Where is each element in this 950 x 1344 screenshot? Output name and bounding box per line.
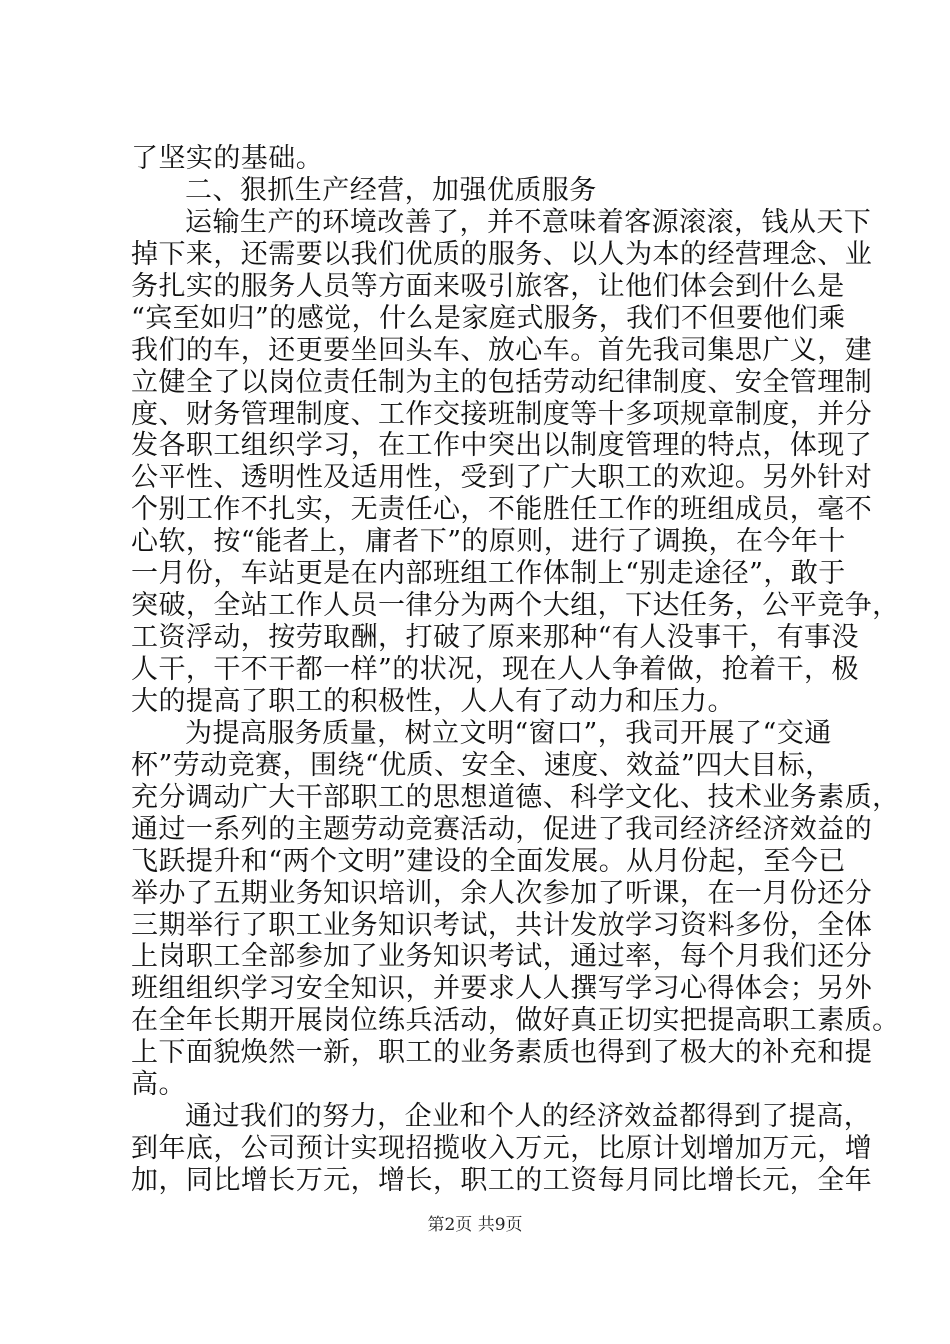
text-line: 飞跃提升和“两个文明”建设的全面发展。从月份起，至今已: [131, 846, 846, 877]
text-line: 通过一系列的主题劳动竞赛活动，促进了我司经济经济效益的: [131, 814, 873, 845]
text-line: 心软，按“能者上，庸者下”的原则，进行了调换，在今年十: [131, 526, 846, 557]
text-line: “宾至如归”的感觉，什么是家庭式服务，我们不但要他们乘: [131, 303, 846, 334]
text-line: 掉下来，还需要以我们优质的服务、以人为本的经营理念、业: [131, 239, 873, 270]
text-line: 上岗职工全部参加了业务知识考试，通过率，每个月我们还分: [131, 941, 873, 972]
text-line: 立健全了以岗位责任制为主的包括劳动纪律制度、安全管理制: [131, 367, 873, 398]
text-line: 个别工作不扎实，无责任心，不能胜任工作的班组成员，毫不: [131, 494, 873, 525]
text-line: 班组组织学习安全知识，并要求人人撰写学习心得体会；另外: [131, 973, 873, 1004]
text-line: 发各职工组织学习，在工作中突出以制度管理的特点，体现了: [131, 430, 873, 461]
text-line: 杯”劳动竞赛，围绕“优质、安全、速度、效益”四大目标，: [131, 750, 833, 781]
text-line: 工资浮动，按劳取酬，打破了原来那种“有人没事干，有事没: [131, 622, 859, 653]
text-line: 公平性、透明性及适用性，受到了广大职工的欢迎。另外针对: [131, 462, 873, 493]
text-line: 一月份，车站更是在内部班组工作体制上“别走途径”，敢于: [131, 558, 846, 589]
text-line: 高。: [131, 1069, 186, 1100]
text-line: 务扎实的服务人员等方面来吸引旅客，让他们体会到什么是: [131, 271, 845, 302]
text-line: 了坚实的基础。: [131, 143, 324, 174]
text-line: 我们的车，还更要坐回头车、放心车。首先我司集思广义，建: [131, 335, 873, 366]
text-line: 上下面貌焕然一新，职工的业务素质也得到了极大的补充和提: [131, 1037, 873, 1068]
text-line: 度、财务管理制度、工作交接班制度等十多项规章制度，并分: [131, 399, 873, 430]
text-line: 通过我们的努力，企业和个人的经济效益都得到了提高，: [185, 1101, 872, 1132]
text-line: 举办了五期业务知识培训，余人次参加了听课，在一月份还分: [131, 878, 873, 909]
section-heading: 二、狠抓生产经营，加强优质服务: [185, 175, 597, 206]
text-line: 运输生产的环境改善了，并不意味着客源滚滚，钱从天下: [185, 207, 872, 238]
text-line: 加，同比增长万元，增长，职工的工资每月同比增长元，全年: [131, 1165, 873, 1196]
text-line: 充分调动广大干部职工的思想道德、科学文化、技术业务素质，: [131, 782, 900, 813]
page-footer: 第2页 共9页: [427, 1215, 523, 1235]
text-line: 三期举行了职工业务知识考试，共计发放学习资料多份，全体: [131, 910, 873, 941]
text-line: 到年底，公司预计实现招揽收入万元，比原计划增加万元，增: [131, 1133, 873, 1164]
text-line: 人干，干不干都一样”的状况，现在人人争着做，抢着干，极: [131, 654, 859, 685]
text-line: 突破，全站工作人员一律分为两个大组，下达任务，公平竞争，: [131, 590, 900, 621]
text-line: 为提高服务质量，树立文明“窗口”，我司开展了“交通: [185, 718, 832, 749]
text-line: 在全年长期开展岗位练兵活动，做好真正切实把提高职工素质。: [131, 1005, 900, 1036]
text-line: 大的提高了职工的积极性，人人有了动力和压力。: [131, 686, 735, 717]
